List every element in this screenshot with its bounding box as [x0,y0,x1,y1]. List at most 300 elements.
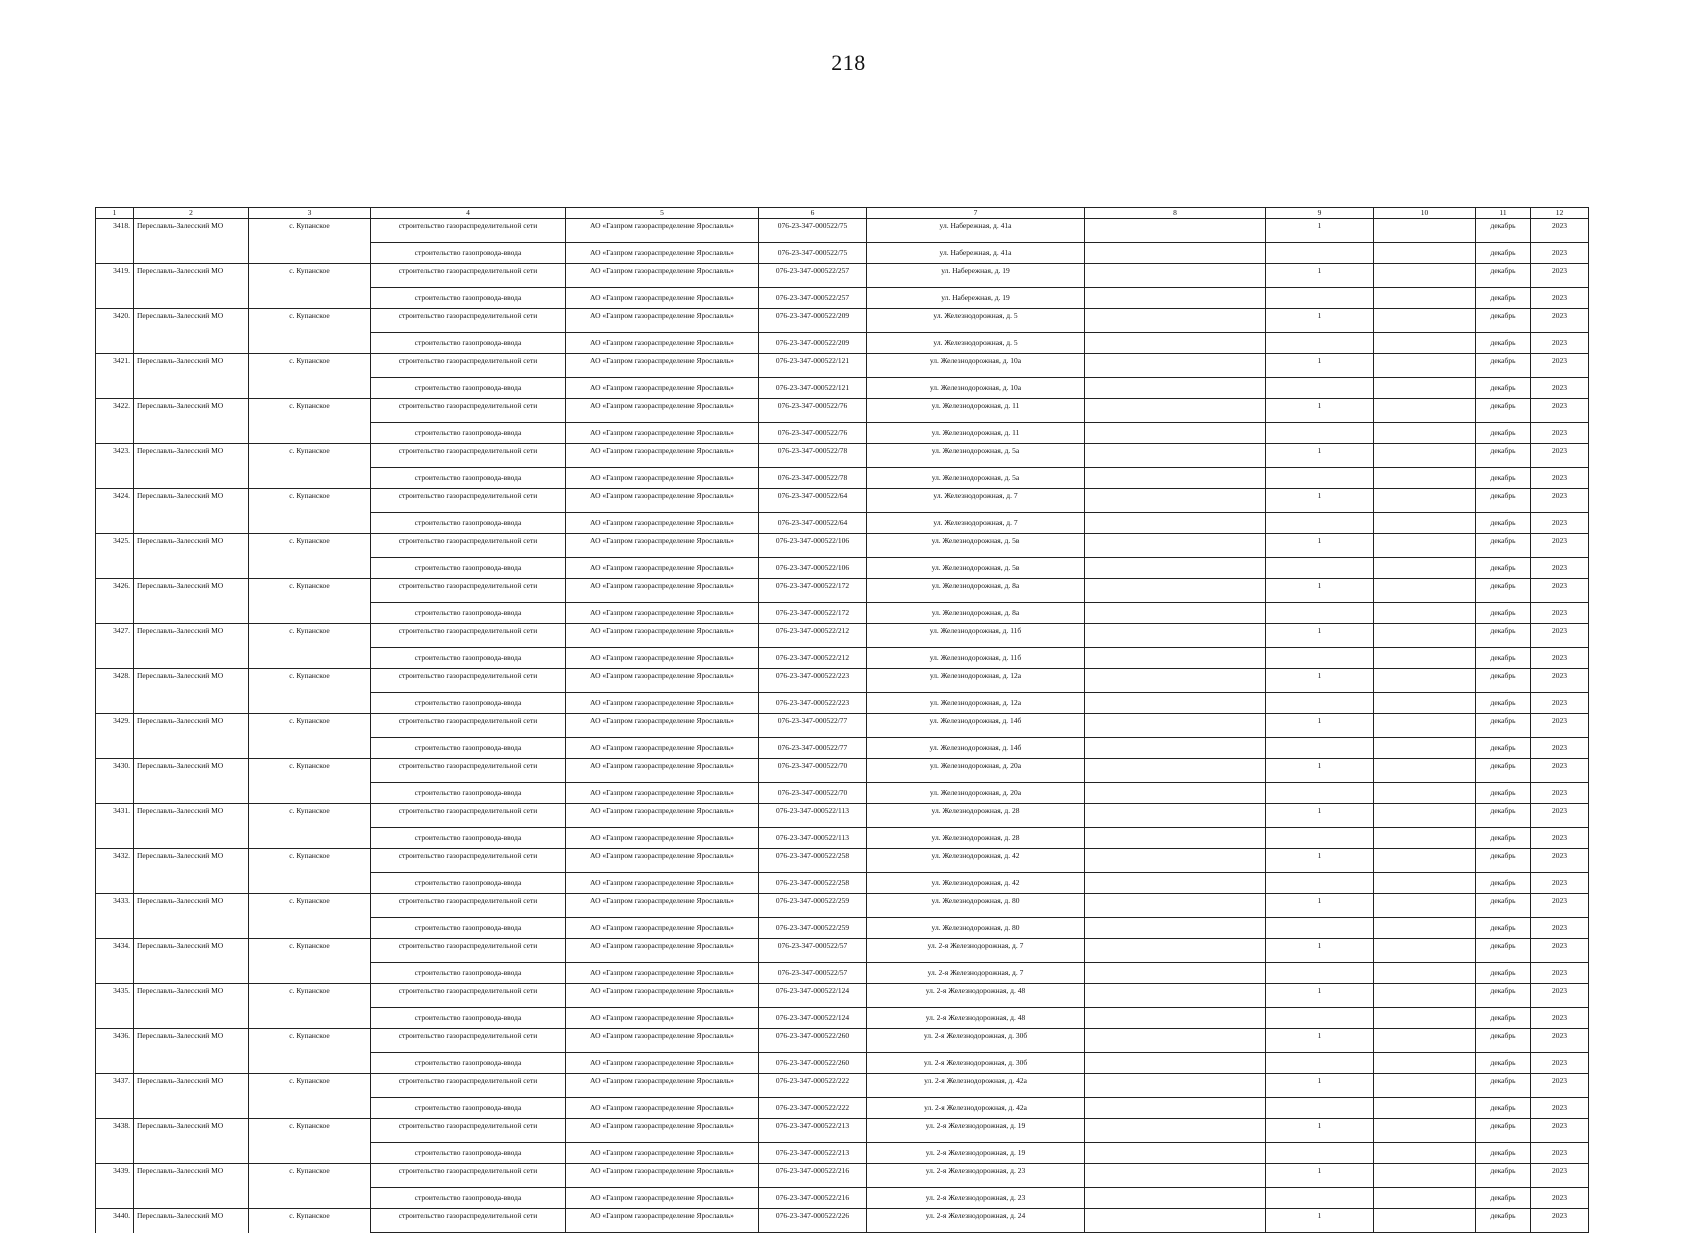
col-header: 4 [371,208,566,219]
work-type: строительство газораспределительной сети [371,534,566,558]
address: ул. 2-я Железнодорожная, д. 42а [867,1074,1085,1098]
settlement: с. Купанское [249,804,371,849]
column-10-value [1374,219,1476,243]
work-type: строительство газораспределительной сети [371,804,566,828]
organization: АО «Газпром газораспределение Ярославль» [566,963,759,984]
quantity [1266,603,1374,624]
column-10-value [1374,1119,1476,1143]
work-type: строительство газопровода-ввода [371,873,566,894]
work-type: строительство газораспределительной сети [371,984,566,1008]
quantity: 1 [1266,1164,1374,1188]
contract-code: 076-23-347-000522/64 [759,513,867,534]
month: декабрь [1476,288,1531,309]
year: 2023 [1531,603,1589,624]
year: 2023 [1531,783,1589,804]
month: декабрь [1476,378,1531,399]
quantity: 1 [1266,894,1374,918]
row-number: 3432. [96,849,134,894]
settlement: с. Купанское [249,1164,371,1209]
column-8-value [1085,783,1266,804]
month: декабрь [1476,219,1531,243]
settlement: с. Купанское [249,1029,371,1074]
column-10-value [1374,333,1476,354]
work-type: строительство газопровода-ввода [371,603,566,624]
column-10-value [1374,513,1476,534]
month: декабрь [1476,963,1531,984]
organization: АО «Газпром газораспределение Ярославль» [566,669,759,693]
column-8-value [1085,918,1266,939]
month: декабрь [1476,1098,1531,1119]
work-type: строительство газораспределительной сети [371,714,566,738]
municipality: Переславль-Залесский МО [134,489,249,534]
address: ул. Железнодорожная, д. 11 [867,423,1085,444]
organization: АО «Газпром газораспределение Ярославль» [566,288,759,309]
quantity [1266,468,1374,489]
work-type: строительство газораспределительной сети [371,264,566,288]
organization: АО «Газпром газораспределение Ярославль» [566,264,759,288]
column-8-value [1085,804,1266,828]
table-row [96,1209,1589,1233]
row-number: 3425. [96,534,134,579]
work-type: строительство газопровода-ввода [371,558,566,579]
column-10-value [1374,894,1476,918]
address: ул. 2-я Железнодорожная, д. 48 [867,984,1085,1008]
quantity: 1 [1266,804,1374,828]
work-type: строительство газораспределительной сети [371,894,566,918]
contract-code: 076-23-347-000522/212 [759,648,867,669]
column-10-value [1374,534,1476,558]
month: декабрь [1476,534,1531,558]
municipality: Переславль-Залесский МО [134,624,249,669]
municipality: Переславль-Залесский МО [134,1074,249,1119]
quantity: 1 [1266,264,1374,288]
month: декабрь [1476,1164,1531,1188]
column-8-value [1085,219,1266,243]
work-type: строительство газопровода-ввода [371,423,566,444]
address: ул. 2-я Железнодорожная, д. 24 [867,1209,1085,1233]
table-row [96,1074,1589,1098]
work-type: строительство газопровода-ввода [371,243,566,264]
column-10-value [1374,354,1476,378]
work-type: строительство газораспределительной сети [371,1074,566,1098]
work-type: строительство газораспределительной сети [371,669,566,693]
col-header: 2 [134,208,249,219]
municipality: Переславль-Залесский МО [134,444,249,489]
month: декабрь [1476,399,1531,423]
page-number: 218 [831,50,866,75]
column-8-value [1085,288,1266,309]
organization: АО «Газпром газораспределение Ярославль» [566,783,759,804]
quantity: 1 [1266,1209,1374,1233]
month: декабрь [1476,738,1531,759]
month: декабрь [1476,558,1531,579]
organization: АО «Газпром газораспределение Ярославль» [566,423,759,444]
contract-code: 076-23-347-000522/113 [759,828,867,849]
contract-code: 076-23-347-000522/124 [759,984,867,1008]
col-header: 10 [1374,208,1476,219]
quantity: 1 [1266,984,1374,1008]
column-8-value [1085,984,1266,1008]
settlement: с. Купанское [249,849,371,894]
contract-code: 076-23-347-000522/209 [759,333,867,354]
column-8-value [1085,354,1266,378]
address: ул. Железнодорожная, д. 5 [867,309,1085,333]
contract-code: 076-23-347-000522/106 [759,558,867,579]
month: декабрь [1476,693,1531,714]
work-type: строительство газопровода-ввода [371,963,566,984]
organization: АО «Газпром газораспределение Ярославль» [566,399,759,423]
year: 2023 [1531,624,1589,648]
quantity: 1 [1266,939,1374,963]
address: ул. Железнодорожная, д. 14б [867,738,1085,759]
municipality: Переславль-Залесский МО [134,714,249,759]
settlement: с. Купанское [249,219,371,264]
table-row [96,489,1589,513]
work-type: строительство газораспределительной сети [371,489,566,513]
address: ул. 2-я Железнодорожная, д. 23 [867,1164,1085,1188]
settlement: с. Купанское [249,1209,371,1233]
column-10-value [1374,1029,1476,1053]
month: декабрь [1476,423,1531,444]
address: ул. Железнодорожная, д. 80 [867,918,1085,939]
column-10-value [1374,558,1476,579]
table-row [96,264,1589,288]
column-10-value [1374,1053,1476,1074]
month: декабрь [1476,1029,1531,1053]
quantity: 1 [1266,399,1374,423]
year: 2023 [1531,423,1589,444]
address: ул. Железнодорожная, д. 8а [867,603,1085,624]
month: декабрь [1476,804,1531,828]
row-number: 3437. [96,1074,134,1119]
address: ул. Железнодорожная, д. 11б [867,648,1085,669]
column-10-value [1374,399,1476,423]
work-type: строительство газораспределительной сети [371,1164,566,1188]
contract-code: 076-23-347-000522/77 [759,738,867,759]
quantity [1266,693,1374,714]
work-type: строительство газопровода-ввода [371,333,566,354]
address: ул. Железнодорожная, д. 5в [867,558,1085,579]
address: ул. Железнодорожная, д. 20а [867,783,1085,804]
month: декабрь [1476,1074,1531,1098]
month: декабрь [1476,468,1531,489]
row-number: 3426. [96,579,134,624]
column-10-value [1374,849,1476,873]
quantity: 1 [1266,219,1374,243]
work-type: строительство газораспределительной сети [371,1209,566,1233]
month: декабрь [1476,918,1531,939]
address: ул. Железнодорожная, д. 5а [867,468,1085,489]
organization: АО «Газпром газораспределение Ярославль» [566,558,759,579]
organization: АО «Газпром газораспределение Ярославль» [566,1074,759,1098]
organization: АО «Газпром газораспределение Ярославль» [566,579,759,603]
settlement: с. Купанское [249,534,371,579]
column-8-value [1085,264,1266,288]
organization: АО «Газпром газораспределение Ярославль» [566,333,759,354]
organization: АО «Газпром газораспределение Ярославль» [566,534,759,558]
column-8-value [1085,513,1266,534]
contract-code: 076-23-347-000522/70 [759,783,867,804]
address: ул. 2-я Железнодорожная, д. 23 [867,1188,1085,1209]
row-number: 3431. [96,804,134,849]
organization: АО «Газпром газораспределение Ярославль» [566,309,759,333]
settlement: с. Купанское [249,264,371,309]
month: декабрь [1476,603,1531,624]
year: 2023 [1531,1209,1589,1233]
col-header: 8 [1085,208,1266,219]
contract-code: 076-23-347-000522/75 [759,219,867,243]
month: декабрь [1476,873,1531,894]
quantity [1266,423,1374,444]
column-8-value [1085,714,1266,738]
month: декабрь [1476,759,1531,783]
address: ул. Железнодорожная, д. 14б [867,714,1085,738]
quantity: 1 [1266,849,1374,873]
municipality: Переславль-Залесский МО [134,804,249,849]
year: 2023 [1531,309,1589,333]
address: ул. Железнодорожная, д. 42 [867,873,1085,894]
column-8-value [1085,738,1266,759]
municipality: Переславль-Залесский МО [134,1209,249,1233]
year: 2023 [1531,534,1589,558]
table-row [96,804,1589,828]
column-8-value [1085,693,1266,714]
address: ул. Набережная, д. 41а [867,219,1085,243]
month: декабрь [1476,894,1531,918]
contract-code: 076-23-347-000522/78 [759,468,867,489]
organization: АО «Газпром газораспределение Ярославль» [566,468,759,489]
table-row [96,534,1589,558]
col-header: 5 [566,208,759,219]
year: 2023 [1531,1143,1589,1164]
column-10-value [1374,1188,1476,1209]
settlement: с. Купанское [249,939,371,984]
organization: АО «Газпром газораспределение Ярославль» [566,873,759,894]
contract-code: 076-23-347-000522/223 [759,669,867,693]
column-8-value [1085,624,1266,648]
month: декабрь [1476,513,1531,534]
table-row [96,309,1589,333]
year: 2023 [1531,804,1589,828]
address: ул. 2-я Железнодорожная, д. 30б [867,1029,1085,1053]
contract-code: 076-23-347-000522/77 [759,714,867,738]
contract-code: 076-23-347-000522/222 [759,1098,867,1119]
contract-code: 076-23-347-000522/121 [759,354,867,378]
year: 2023 [1531,759,1589,783]
contract-code: 076-23-347-000522/258 [759,849,867,873]
work-type: строительство газопровода-ввода [371,783,566,804]
organization: АО «Газпром газораспределение Ярославль» [566,759,759,783]
contract-code: 076-23-347-000522/172 [759,603,867,624]
column-10-value [1374,1164,1476,1188]
year: 2023 [1531,828,1589,849]
table-row [96,444,1589,468]
month: декабрь [1476,984,1531,1008]
column-8-value [1085,849,1266,873]
month: декабрь [1476,624,1531,648]
contract-code: 076-23-347-000522/223 [759,693,867,714]
row-number: 3424. [96,489,134,534]
work-type: строительство газопровода-ввода [371,1098,566,1119]
quantity: 1 [1266,534,1374,558]
column-8-value [1085,558,1266,579]
address: ул. Железнодорожная, д. 11б [867,624,1085,648]
organization: АО «Газпром газораспределение Ярославль» [566,1119,759,1143]
contract-code: 076-23-347-000522/76 [759,423,867,444]
organization: АО «Газпром газораспределение Ярославль» [566,1209,759,1233]
row-number: 3418. [96,219,134,264]
column-10-value [1374,714,1476,738]
year: 2023 [1531,1053,1589,1074]
organization: АО «Газпром газораспределение Ярославль» [566,1143,759,1164]
municipality: Переславль-Залесский МО [134,399,249,444]
year: 2023 [1531,489,1589,513]
column-10-value [1374,468,1476,489]
quantity [1266,1098,1374,1119]
column-8-value [1085,939,1266,963]
row-number: 3439. [96,1164,134,1209]
column-10-value [1374,264,1476,288]
year: 2023 [1531,264,1589,288]
month: декабрь [1476,939,1531,963]
column-8-value [1085,1074,1266,1098]
month: декабрь [1476,1143,1531,1164]
column-8-value [1085,648,1266,669]
year: 2023 [1531,648,1589,669]
year: 2023 [1531,444,1589,468]
quantity: 1 [1266,669,1374,693]
work-type: строительство газораспределительной сети [371,624,566,648]
address: ул. Набережная, д. 41а [867,243,1085,264]
municipality: Переславль-Залесский МО [134,264,249,309]
address: ул. Железнодорожная, д. 12а [867,669,1085,693]
month: декабрь [1476,243,1531,264]
contract-code: 076-23-347-000522/213 [759,1119,867,1143]
organization: АО «Газпром газораспределение Ярославль» [566,444,759,468]
column-10-value [1374,984,1476,1008]
column-10-value [1374,1074,1476,1098]
contract-code: 076-23-347-000522/75 [759,243,867,264]
month: декабрь [1476,1119,1531,1143]
column-8-value [1085,489,1266,513]
year: 2023 [1531,243,1589,264]
contract-code: 076-23-347-000522/209 [759,309,867,333]
contract-code: 076-23-347-000522/258 [759,873,867,894]
column-8-value [1085,1119,1266,1143]
organization: АО «Газпром газораспределение Ярославль» [566,243,759,264]
work-type: строительство газопровода-ввода [371,288,566,309]
year: 2023 [1531,714,1589,738]
column-8-value [1085,894,1266,918]
row-number: 3435. [96,984,134,1029]
organization: АО «Газпром газораспределение Ярославль» [566,849,759,873]
municipality: Переславль-Залесский МО [134,759,249,804]
year: 2023 [1531,1164,1589,1188]
organization: АО «Газпром газораспределение Ярославль» [566,738,759,759]
work-type: строительство газопровода-ввода [371,1008,566,1029]
column-10-value [1374,669,1476,693]
table-row [96,939,1589,963]
column-10-value [1374,918,1476,939]
column-8-value [1085,1188,1266,1209]
column-8-value [1085,243,1266,264]
quantity [1266,333,1374,354]
contract-code: 076-23-347-000522/113 [759,804,867,828]
quantity: 1 [1266,354,1374,378]
quantity [1266,513,1374,534]
contract-code: 076-23-347-000522/172 [759,579,867,603]
organization: АО «Газпром газораспределение Ярославль» [566,219,759,243]
organization: АО «Газпром газораспределение Ярославль» [566,918,759,939]
row-number: 3429. [96,714,134,759]
quantity [1266,738,1374,759]
row-number: 3421. [96,354,134,399]
quantity [1266,378,1374,399]
column-8-value [1085,828,1266,849]
year: 2023 [1531,1008,1589,1029]
year: 2023 [1531,669,1589,693]
settlement: с. Купанское [249,579,371,624]
settlement: с. Купанское [249,984,371,1029]
column-10-value [1374,378,1476,399]
contract-code: 076-23-347-000522/257 [759,264,867,288]
address: ул. Железнодорожная, д. 5а [867,444,1085,468]
column-8-value [1085,1029,1266,1053]
column-8-value [1085,603,1266,624]
column-10-value [1374,963,1476,984]
month: декабрь [1476,444,1531,468]
quantity: 1 [1266,1119,1374,1143]
column-8-value [1085,1143,1266,1164]
work-type: строительство газопровода-ввода [371,738,566,759]
address: ул. Железнодорожная, д. 10а [867,378,1085,399]
col-header: 7 [867,208,1085,219]
contract-code: 076-23-347-000522/124 [759,1008,867,1029]
column-8-value [1085,468,1266,489]
organization: АО «Газпром газораспределение Ярославль» [566,1098,759,1119]
municipality: Переславль-Залесский МО [134,939,249,984]
municipality: Переславль-Залесский МО [134,849,249,894]
contract-code: 076-23-347-000522/106 [759,534,867,558]
organization: АО «Газпром газораспределение Ярославль» [566,894,759,918]
work-type: строительство газораспределительной сети [371,444,566,468]
column-8-value [1085,309,1266,333]
year: 2023 [1531,984,1589,1008]
contract-code: 076-23-347-000522/222 [759,1074,867,1098]
work-type: строительство газораспределительной сети [371,759,566,783]
column-10-value [1374,873,1476,894]
table-row [96,984,1589,1008]
contract-code: 076-23-347-000522/216 [759,1188,867,1209]
month: декабрь [1476,309,1531,333]
quantity: 1 [1266,579,1374,603]
contract-code: 076-23-347-000522/259 [759,894,867,918]
work-type: строительство газопровода-ввода [371,1143,566,1164]
contract-code: 076-23-347-000522/78 [759,444,867,468]
month: декабрь [1476,1209,1531,1233]
table-row [96,1119,1589,1143]
work-type: строительство газопровода-ввода [371,693,566,714]
year: 2023 [1531,963,1589,984]
column-8-value [1085,873,1266,894]
settlement: с. Купанское [249,624,371,669]
work-type: строительство газопровода-ввода [371,378,566,399]
work-type: строительство газораспределительной сети [371,1119,566,1143]
settlement: с. Купанское [249,714,371,759]
organization: АО «Газпром газораспределение Ярославль» [566,828,759,849]
column-8-value [1085,1008,1266,1029]
row-number: 3434. [96,939,134,984]
